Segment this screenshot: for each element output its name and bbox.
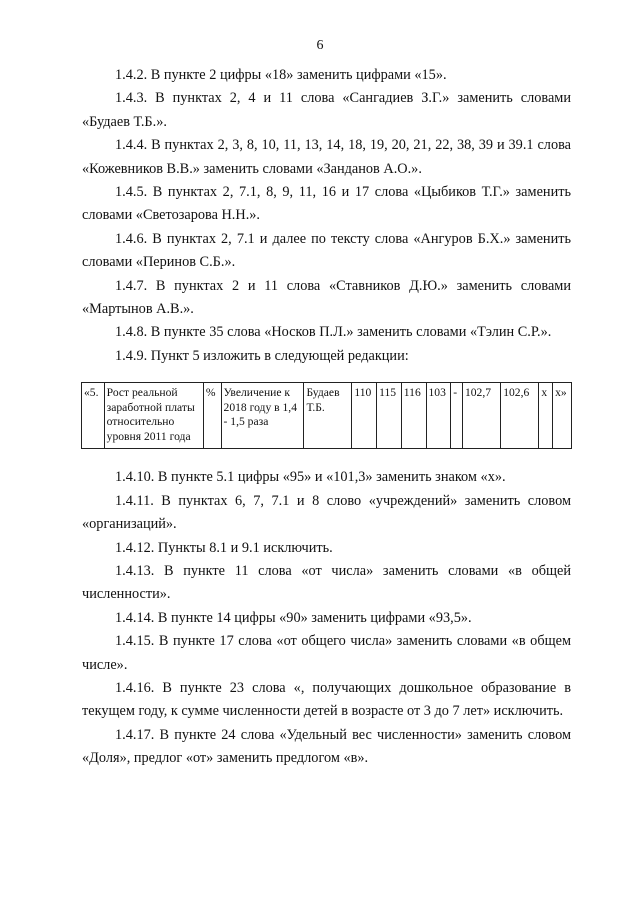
paragraph-1-4-14: 1.4.14. В пункте 14 цифры «90» заменить цифрами «93,5». xyxy=(115,609,472,626)
table-cell-value: - xyxy=(451,383,463,449)
table-cell-value: 110 xyxy=(352,383,377,449)
paragraph-1-4-12: 1.4.12. Пункты 8.1 и 9.1 исключить. xyxy=(115,539,333,556)
table-cell-responsible: Будаев Т.Б. xyxy=(304,383,352,449)
table-cell-value: 102,6 xyxy=(501,383,539,449)
spacer xyxy=(82,368,571,382)
paragraph-1-4-9: 1.4.9. Пункт 5 изложить в следующей редакции: xyxy=(115,347,409,364)
paragraph-1-4-4: 1.4.4. В пунктах 2, 3, 8, 10, 11, 13, 14, 18, 19, 20, 21, 22, 38, 39 и 39.1 слова «Кожевников В.В.» заменить словами «Занданов А.О.». xyxy=(82,137,571,177)
paragraph-1-4-8: 1.4.8. В пункте 35 слова «Носков П.Л.» заменить словами «Тэлин С.Р.». xyxy=(115,324,552,341)
amendment-table xyxy=(81,382,572,449)
table-row xyxy=(82,383,572,449)
table-cell-indicator: Рост реальной заработной платы относительно уровня 2011 года xyxy=(104,383,203,449)
table-cell-unit: % xyxy=(203,383,221,449)
paragraph-1-4-6: 1.4.6. В пунктах 2, 7.1 и далее по тексту слова «Ангуров Б.Х.» заменить словами «Перинов С.Б.». xyxy=(82,230,571,271)
page-number: 6 xyxy=(316,38,324,53)
document-body xyxy=(82,64,571,771)
table-cell-value: 115 xyxy=(377,383,402,449)
paragraph-1-4-5: 1.4.5. В пунктах 2, 7.1, 8, 9, 11, 16 и 17 слова «Цыбиков Т.Г.» заменить словами «Светозарова Н.Н.». xyxy=(82,184,571,224)
paragraph-1-4-11: 1.4.11. В пунктах 6, 7, 7.1 и 8 слово «учреждений» заменить словом «организаций». xyxy=(82,492,571,533)
paragraph-1-4-13: 1.4.13. В пункте 11 слова «от числа» заменить словами «в общей численности». xyxy=(82,562,571,603)
table-cell-value: 103 xyxy=(426,383,451,449)
paragraph-1-4-3: 1.4.3. В пунктах 2, 4 и 11 слова «Сангадиев З.Г.» заменить словами «Будаев Т.Б.». xyxy=(82,90,571,130)
paragraph-1-4-16: 1.4.16. В пункте 23 слова «, получающих дошкольное образование в текущем году, к сумме численности детей в возрасте от 3 до 7 лет» исключить. xyxy=(82,679,571,720)
paragraph-1-4-15: 1.4.15. В пункте 17 слова «от общего числа» заменить словами «в общем числе». xyxy=(82,633,571,673)
paragraph-1-4-2: 1.4.2. В пункте 2 цифры «18» заменить цифрами «15». xyxy=(115,67,447,83)
spacer xyxy=(82,449,571,466)
table-cell-value: 116 xyxy=(401,383,426,449)
table-cell-target: Увеличение к 2018 году в 1,4 - 1,5 раза xyxy=(221,383,304,449)
paragraph-1-4-10: 1.4.10. В пункте 5.1 цифры «95» и «101,3» заменить знаком «х». xyxy=(115,469,506,486)
table-cell-value: x» xyxy=(553,383,572,449)
table-cell-value: x xyxy=(539,383,553,449)
paragraph-1-4-7: 1.4.7. В пунктах 2 и 11 слова «Ставников Д.Ю.» заменить словами «Мартынов А.В.». xyxy=(82,277,571,318)
table-cell-value: 102,7 xyxy=(462,383,500,449)
paragraph-1-4-17: 1.4.17. В пункте 24 слова «Удельный вес численности» заменить словом «Доля», предлог «от» заменить предлогом «в». xyxy=(82,726,571,767)
table-cell-number: «5. xyxy=(82,383,105,449)
